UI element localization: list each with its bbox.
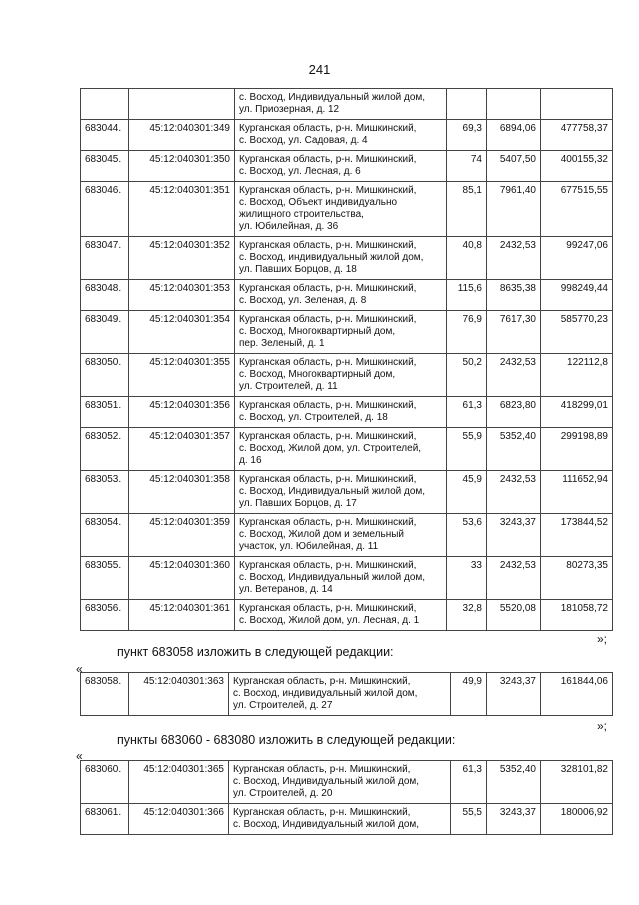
- address: [235, 89, 447, 120]
- cadastral-number: 45:12:040301:357: [129, 428, 235, 471]
- cadastral-value: 400155,32: [541, 151, 613, 182]
- address: [229, 761, 451, 804]
- address-line: Курганская область, р-н. Мишкинский,: [233, 676, 411, 687]
- area: 85,1: [447, 182, 487, 237]
- unit-price: 3243,37: [487, 804, 541, 835]
- address-line: с. Восход, ул. Лесная, д. 6: [239, 166, 361, 177]
- entry-number: 683048.: [81, 280, 129, 311]
- address-line: участок, ул. Юбилейная, д. 11: [239, 541, 379, 552]
- table-row: [81, 89, 613, 120]
- unit-price: 6823,80: [487, 397, 541, 428]
- entry-number: 683056.: [81, 600, 129, 631]
- entry-number: 683049.: [81, 311, 129, 354]
- address-line: с. Восход, Многоквартирный дом,: [239, 369, 396, 380]
- cadastral-value: 677515,55: [541, 182, 613, 237]
- address: [235, 354, 447, 397]
- address-line: Курганская область, р-н. Мишкинский,: [239, 123, 417, 134]
- entry-number: [81, 89, 129, 120]
- area: [447, 89, 487, 120]
- unit-price: 3243,37: [487, 673, 541, 716]
- address: [235, 311, 447, 354]
- opening-quote: «: [76, 662, 83, 676]
- cadastral-number: 45:12:040301:359: [129, 514, 235, 557]
- address-line: с. Восход, Многоквартирный дом,: [239, 326, 396, 337]
- unit-price: 5352,40: [487, 761, 541, 804]
- table-row: [81, 471, 613, 514]
- address-line: д. 16: [239, 455, 262, 466]
- registry-table-main: [80, 88, 613, 631]
- address-line: Курганская область, р-н. Мишкинский,: [239, 560, 417, 571]
- area: 50,2: [447, 354, 487, 397]
- unit-price: 5407,50: [487, 151, 541, 182]
- cadastral-value: 477758,37: [541, 120, 613, 151]
- address-line: с. Восход, ул. Строителей, д. 18: [239, 412, 388, 423]
- address: [235, 600, 447, 631]
- address-line: ул. Строителей, д. 27: [233, 700, 333, 711]
- table-row: [81, 804, 613, 835]
- unit-price: 8635,38: [487, 280, 541, 311]
- cadastral-number: 45:12:040301:354: [129, 311, 235, 354]
- address-line: с. Восход, Жилой дом, ул. Лесная, д. 1: [239, 615, 420, 626]
- entry-number: 683051.: [81, 397, 129, 428]
- address-line: Курганская область, р-н. Мишкинский,: [239, 240, 417, 251]
- unit-price: 3243,37: [487, 514, 541, 557]
- registry-table-amended-683060: [80, 760, 613, 835]
- address-line: Курганская область, р-н. Мишкинский,: [239, 357, 417, 368]
- entry-number: 683047.: [81, 237, 129, 280]
- table-row: [81, 280, 613, 311]
- address: [235, 428, 447, 471]
- address: [235, 120, 447, 151]
- address-line: с. Восход, индивидуальный жилой дом,: [233, 688, 418, 699]
- address-line: Курганская область, р-н. Мишкинский,: [239, 517, 417, 528]
- amendment-instruction: пункт 683058 изложить в следующей редакции:: [117, 645, 394, 659]
- address-line: Курганская область, р-н. Мишкинский,: [239, 154, 417, 165]
- address-line: ул. Павших Борцов, д. 17: [239, 498, 357, 509]
- address-line: ул. Ветеранов, д. 14: [239, 584, 333, 595]
- area: 61,3: [451, 761, 487, 804]
- address-line: Курганская область, р-н. Мишкинский,: [239, 400, 417, 411]
- cadastral-value: 180006,92: [541, 804, 613, 835]
- address-line: с. Восход, Индивидуальный жилой дом,: [233, 776, 420, 787]
- area: 115,6: [447, 280, 487, 311]
- table-row: [81, 557, 613, 600]
- cadastral-number: 45:12:040301:355: [129, 354, 235, 397]
- unit-price: 7961,40: [487, 182, 541, 237]
- address: [235, 557, 447, 600]
- address-line: ул. Приозерная, д. 12: [239, 104, 340, 115]
- area: 49,9: [451, 673, 487, 716]
- cadastral-value: [541, 89, 613, 120]
- cadastral-value: 998249,44: [541, 280, 613, 311]
- entry-number: 683046.: [81, 182, 129, 237]
- table-row: [81, 182, 613, 237]
- cadastral-number: 45:12:040301:360: [129, 557, 235, 600]
- cadastral-value: 328101,82: [541, 761, 613, 804]
- registry-table-amended-683058: [80, 672, 613, 716]
- cadastral-value: 122112,8: [541, 354, 613, 397]
- cadastral-number: 45:12:040301:353: [129, 280, 235, 311]
- entry-number: 683050.: [81, 354, 129, 397]
- cadastral-value: 418299,01: [541, 397, 613, 428]
- unit-price: 2432,53: [487, 471, 541, 514]
- unit-price: 2432,53: [487, 237, 541, 280]
- table-row: [81, 761, 613, 804]
- table-row: [81, 237, 613, 280]
- closing-quote: »;: [597, 632, 608, 646]
- cadastral-number: 45:12:040301:356: [129, 397, 235, 428]
- unit-price: 2432,53: [487, 557, 541, 600]
- address-line: с. Восход, Жилой дом, ул. Строителей,: [239, 443, 422, 454]
- cadastral-value: 181058,72: [541, 600, 613, 631]
- area: 55,5: [451, 804, 487, 835]
- address-line: пер. Зеленый, д. 1: [239, 338, 325, 349]
- address-line: жилищного строительства,: [239, 209, 364, 220]
- address-line: ул. Строителей, д. 20: [233, 788, 333, 799]
- unit-price: 6894,06: [487, 120, 541, 151]
- address-line: Курганская область, р-н. Мишкинский,: [239, 474, 417, 485]
- address: [235, 397, 447, 428]
- table-row: [81, 673, 613, 716]
- address-line: с. Восход, Индивидуальный жилой дом,: [239, 486, 426, 497]
- amendment-instruction: пункты 683060 - 683080 изложить в следующей редакции:: [117, 733, 456, 747]
- cadastral-value: 299198,89: [541, 428, 613, 471]
- area: 45,9: [447, 471, 487, 514]
- entry-number: 683060.: [81, 761, 129, 804]
- table-row: [81, 514, 613, 557]
- unit-price: 5352,40: [487, 428, 541, 471]
- closing-quote: »;: [597, 719, 608, 733]
- entry-number: 683058.: [81, 673, 129, 716]
- address-line: с. Восход, ул. Садовая, д. 4: [239, 135, 368, 146]
- cadastral-value: 80273,35: [541, 557, 613, 600]
- unit-price: 2432,53: [487, 354, 541, 397]
- area: 61,3: [447, 397, 487, 428]
- address-line: с. Восход, Индивидуальный жилой дом,: [239, 92, 426, 103]
- cadastral-number: 45:12:040301:349: [129, 120, 235, 151]
- area: 74: [447, 151, 487, 182]
- cadastral-value: 161844,06: [541, 673, 613, 716]
- area: 55,9: [447, 428, 487, 471]
- entry-number: 683061.: [81, 804, 129, 835]
- table-row: [81, 428, 613, 471]
- address-line: Курганская область, р-н. Мишкинский,: [239, 314, 417, 325]
- address-line: с. Восход, Жилой дом и земельный: [239, 529, 404, 540]
- address: [229, 804, 451, 835]
- entry-number: 683053.: [81, 471, 129, 514]
- address-line: Курганская область, р-н. Мишкинский,: [239, 603, 417, 614]
- address-line: с. Восход, Индивидуальный жилой дом,: [239, 572, 426, 583]
- cadastral-value: 99247,06: [541, 237, 613, 280]
- address-line: Курганская область, р-н. Мишкинский,: [239, 185, 417, 196]
- address-line: ул. Юбилейная, д. 36: [239, 221, 339, 232]
- cadastral-number: 45:12:040301:352: [129, 237, 235, 280]
- area: 33: [447, 557, 487, 600]
- table-row: [81, 397, 613, 428]
- cadastral-number: 45:12:040301:358: [129, 471, 235, 514]
- unit-price: 5520,08: [487, 600, 541, 631]
- address: [235, 237, 447, 280]
- address: [229, 673, 451, 716]
- address-line: с. Восход, Объект индивидуально: [239, 197, 398, 208]
- unit-price: [487, 89, 541, 120]
- area: 76,9: [447, 311, 487, 354]
- table-row: [81, 600, 613, 631]
- entry-number: 683055.: [81, 557, 129, 600]
- opening-quote: «: [76, 749, 83, 763]
- area: 40,8: [447, 237, 487, 280]
- entry-number: 683044.: [81, 120, 129, 151]
- cadastral-number: 45:12:040301:361: [129, 600, 235, 631]
- unit-price: 7617,30: [487, 311, 541, 354]
- address-line: с. Восход, ул. Зеленая, д. 8: [239, 295, 367, 306]
- cadastral-number: 45:12:040301:350: [129, 151, 235, 182]
- cadastral-number: 45:12:040301:363: [129, 673, 229, 716]
- entry-number: 683052.: [81, 428, 129, 471]
- address: [235, 182, 447, 237]
- table-row: [81, 120, 613, 151]
- address: [235, 514, 447, 557]
- cadastral-number: 45:12:040301:366: [129, 804, 229, 835]
- page-number: 241: [308, 62, 331, 77]
- address-line: Курганская область, р-н. Мишкинский,: [233, 807, 411, 818]
- address-line: Курганская область, р-н. Мишкинский,: [239, 431, 417, 442]
- address-line: с. Восход, индивидуальный жилой дом,: [239, 252, 424, 263]
- address-line: ул. Павших Борцов, д. 18: [239, 264, 357, 275]
- table-row: [81, 354, 613, 397]
- cadastral-number: 45:12:040301:365: [129, 761, 229, 804]
- cadastral-number: 45:12:040301:351: [129, 182, 235, 237]
- cadastral-value: 111652,94: [541, 471, 613, 514]
- area: 32,8: [447, 600, 487, 631]
- area: 53,6: [447, 514, 487, 557]
- cadastral-value: 173844,52: [541, 514, 613, 557]
- area: 69,3: [447, 120, 487, 151]
- table-row: [81, 151, 613, 182]
- cadastral-number: [129, 89, 235, 120]
- address: [235, 151, 447, 182]
- address: [235, 471, 447, 514]
- table-row: [81, 311, 613, 354]
- address-line: Курганская область, р-н. Мишкинский,: [233, 764, 411, 775]
- entry-number: 683054.: [81, 514, 129, 557]
- cadastral-value: 585770,23: [541, 311, 613, 354]
- address: [235, 280, 447, 311]
- entry-number: 683045.: [81, 151, 129, 182]
- address-line: ул. Строителей, д. 11: [239, 381, 338, 392]
- address-line: с. Восход, Индивидуальный жилой дом,: [233, 819, 420, 830]
- address-line: Курганская область, р-н. Мишкинский,: [239, 283, 417, 294]
